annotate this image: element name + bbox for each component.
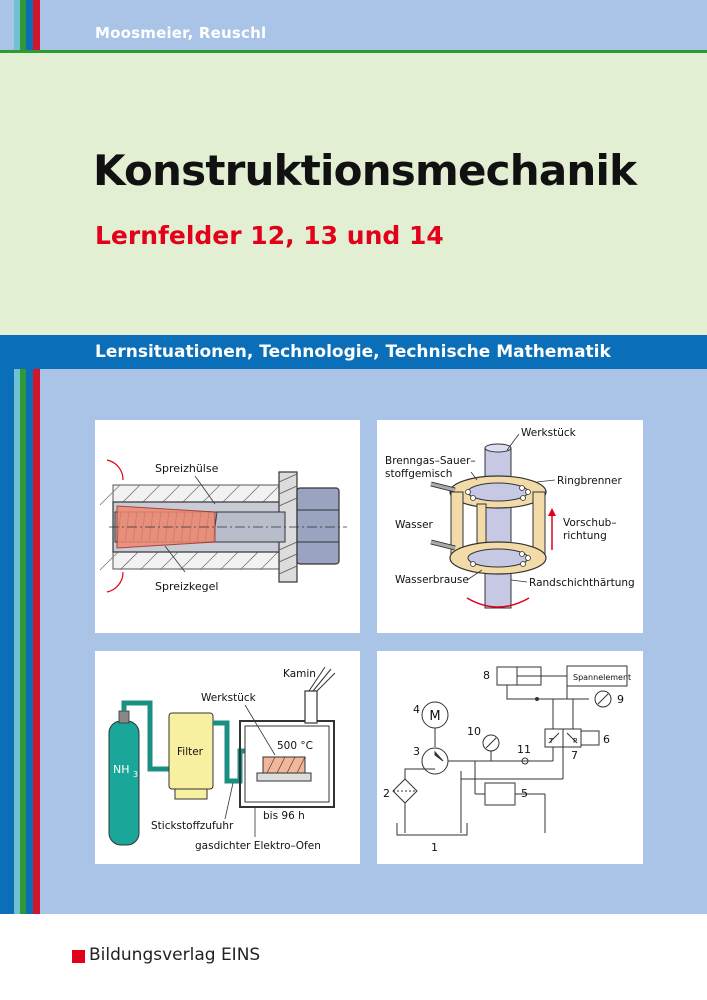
label-ofen: gasdichter Elektro–Ofen [195,840,321,852]
label-n1: 1 [431,841,438,854]
label-duration: bis 96 h [263,810,305,822]
label-nh3: NH [113,763,130,776]
label-port-p: P [573,737,578,745]
figure-expansion-anchor [95,420,360,633]
figure-flame-hardening [377,420,643,633]
label-wasserbrause: Wasserbrause [395,574,469,586]
label-randschicht: Randschichthärtung [529,577,635,589]
label-werkstueck: Werkstück [521,427,576,439]
label-spreizkegel: Spreizkegel [155,580,219,593]
label-brenngas-1: Brenngas–Sauer– [385,455,476,467]
label-temperature: 500 °C [277,740,313,752]
label-kamin: Kamin [283,668,316,680]
label-nh3-sub: 3 [133,770,139,779]
authors: Moosmeier, Reuschl [95,24,267,42]
label-vorschub-1: Vorschub– [563,517,617,529]
label-wasser: Wasser [395,519,433,531]
label-spreizhuelse: Spreizhülse [155,462,219,475]
label-n11: 11 [517,743,531,756]
publisher-name: Bildungsverlag EINS [89,945,261,965]
label-port-t: T [549,737,554,745]
label-n2: 2 [383,787,390,800]
side-stripes-main [0,369,44,914]
figure-nitriding-furnace [95,651,360,864]
label-n10: 10 [467,725,481,738]
label-werkstueck-ofen: Werkstück [201,692,256,704]
label-n8: 8 [483,669,490,682]
label-n7: 7 [571,749,578,762]
label-motor: M [429,709,441,724]
label-spannelement: Spannelement [573,673,632,682]
book-subtitle: Lernfelder 12, 13 und 14 [95,221,444,250]
book-title: Konstruktionsmechanik [93,146,637,195]
label-n3: 3 [413,745,420,758]
label-n9: 9 [617,693,624,706]
series-line: Lernsituationen, Technologie, Technische Mathematik [95,342,611,362]
label-n6: 6 [603,733,610,746]
label-stickstoff: Stickstoffzufuhr [151,820,234,832]
label-n4: 4 [413,703,420,716]
publisher-logo-icon [72,950,85,963]
label-ringbrenner: Ringbrenner [557,475,622,487]
figure-hydraulic-circuit [377,651,643,864]
label-n5: 5 [521,787,528,800]
label-filter: Filter [177,746,204,758]
side-stripes-top [0,0,44,50]
label-brenngas-2: stoffgemisch [385,468,453,480]
label-vorschub-2: richtung [563,530,607,542]
